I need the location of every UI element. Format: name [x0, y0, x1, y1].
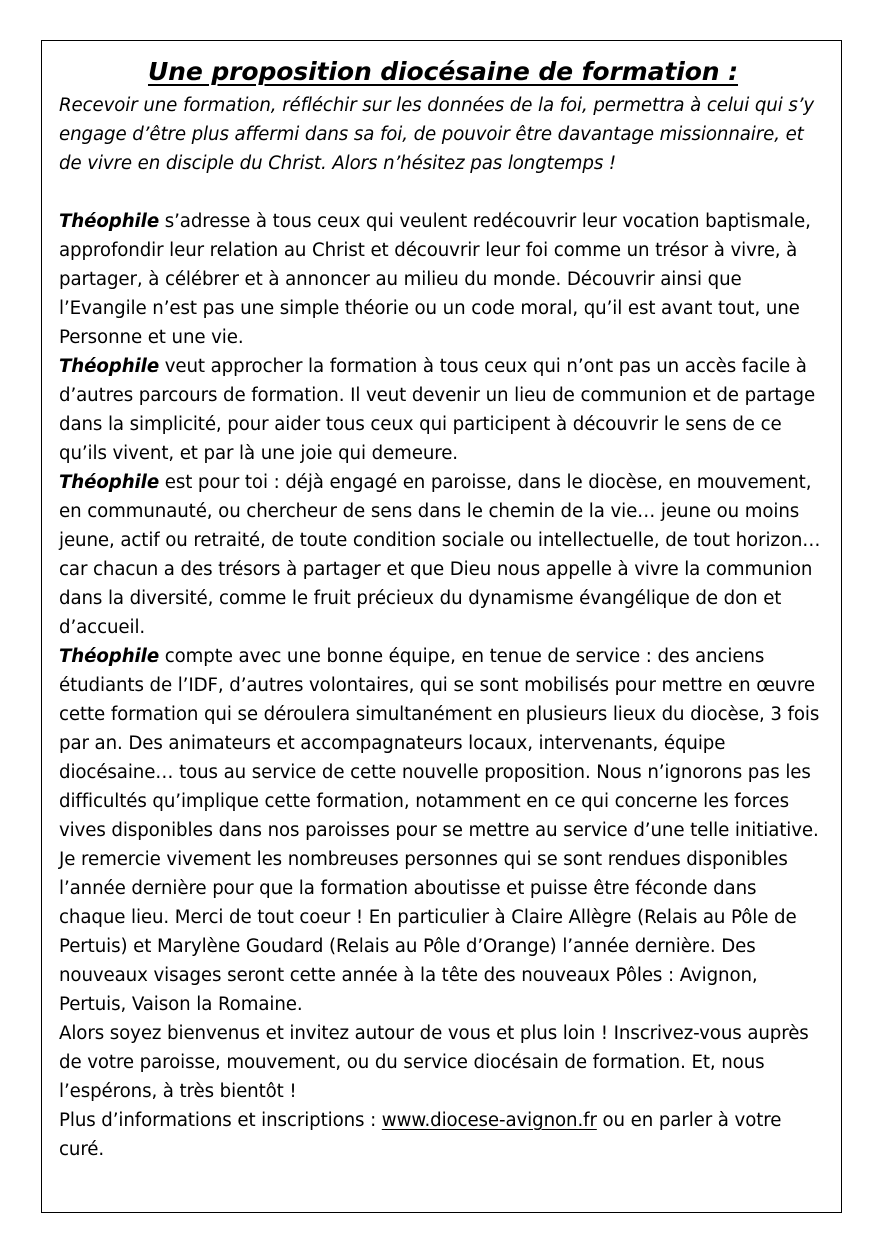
- paragraph-spacer: [59, 178, 827, 207]
- paragraph-text: s’adresse à tous ceux qui veulent redécouvrir leur vocation baptismale, approfondir leur relation au Christ et découvrir leur foi comme un trésor à vivre, à partager, à célébrer et à annoncer au milieu du monde. Découvrir ainsi que l’Evangile n’est pas une simple théorie ou un code moral, qu’il est avant tout, une Personne et une vie.: [59, 211, 811, 348]
- paragraph-vocation: [59, 207, 827, 352]
- paragraph-access: [59, 352, 827, 468]
- info-prefix: Plus d’informations et inscriptions :: [59, 1110, 382, 1131]
- theophile-name: Théophile: [59, 472, 160, 493]
- paragraph-text: compte avec une bonne équipe, en tenue de service : des anciens étudiants de l’IDF, d’autres volontaires, qui se sont mobilisés pour mettre en œuvre cette formation qui se déroulera simultanément en plusieurs lieux du diocèse, 3 fois par an. Des animateurs et accompagnateurs locaux, intervenants, équipe diocésaine… tous au service de cette nouvelle proposition. Nous n’ignorons pas les difficultés qu’implique cette formation, notamment en ce qui concerne les forces vives disponibles dans nos paroisses pour se mettre au service d’une telle initiative. Je remercie vivement les nombreuses personnes qui se sont rendues disponibles l’année dernière pour que la formation aboutisse et puisse être féconde dans chaque lieu. Merci de tout coeur ! En particulier à Claire Allègre (Relais au Pôle de Pertuis) et Marylène Goudard (Relais au Pôle d’Orange) l’année dernière. Des nouveaux visages seront cette année à la tête des nouveaux Pôles : Avignon, Pertuis, Vaison la Romaine.: [59, 646, 820, 1015]
- intro-paragraph: Recevoir une formation, réfléchir sur les données de la foi, permettra à celui qui s’y engage d’être plus affermi dans sa foi, de pouvoir être davantage missionnaire, et de vivre en disciple du Christ. Alors n’hésitez pas longtemps !: [59, 95, 815, 174]
- closing-paragraph: Alors soyez bienvenus et invitez autour de vous et plus loin ! Inscrivez-vous auprès de votre paroisse, mouvement, ou du service diocésain de formation. Et, nous l’espérons, à très bientôt !: [59, 1023, 809, 1102]
- paragraph-for-you: [59, 468, 827, 642]
- theophile-name: Théophile: [59, 211, 160, 232]
- document-frame: [41, 40, 842, 1213]
- document-content: [59, 55, 827, 1164]
- document-title: Une proposition diocésaine de formation :: [147, 57, 739, 86]
- diocese-website-link[interactable]: www.diocese-avignon.fr: [381, 1110, 597, 1131]
- info-suffix: ou en parler à votre curé.: [59, 1110, 782, 1160]
- theophile-name: Théophile: [59, 646, 160, 667]
- theophile-name: Théophile: [59, 356, 160, 377]
- paragraph-text: veut approcher la formation à tous ceux qui n’ont pas un accès facile à d’autres parcours de formation. Il veut devenir un lieu de communion et de partage dans la simplicité, pour aider tous ceux qui participent à découvrir le sens de ce qu’ils vivent, et par là une joie qui demeure.: [59, 356, 816, 464]
- paragraph-team: [59, 642, 827, 1019]
- paragraph-text: est pour toi : déjà engagé en paroisse, dans le diocèse, en mouvement, en communauté, ou chercheur de sens dans le chemin de la vie… jeune ou moins jeune, actif ou retraité, de toute condition sociale ou intellectuelle, de tout horizon… car chacun a des trésors à partager et que Dieu nous appelle à vivre la communion dans la diversité, comme le fruit précieux du dynamisme évangélique de don et d’accueil.: [59, 472, 821, 638]
- info-paragraph: [59, 1106, 827, 1164]
